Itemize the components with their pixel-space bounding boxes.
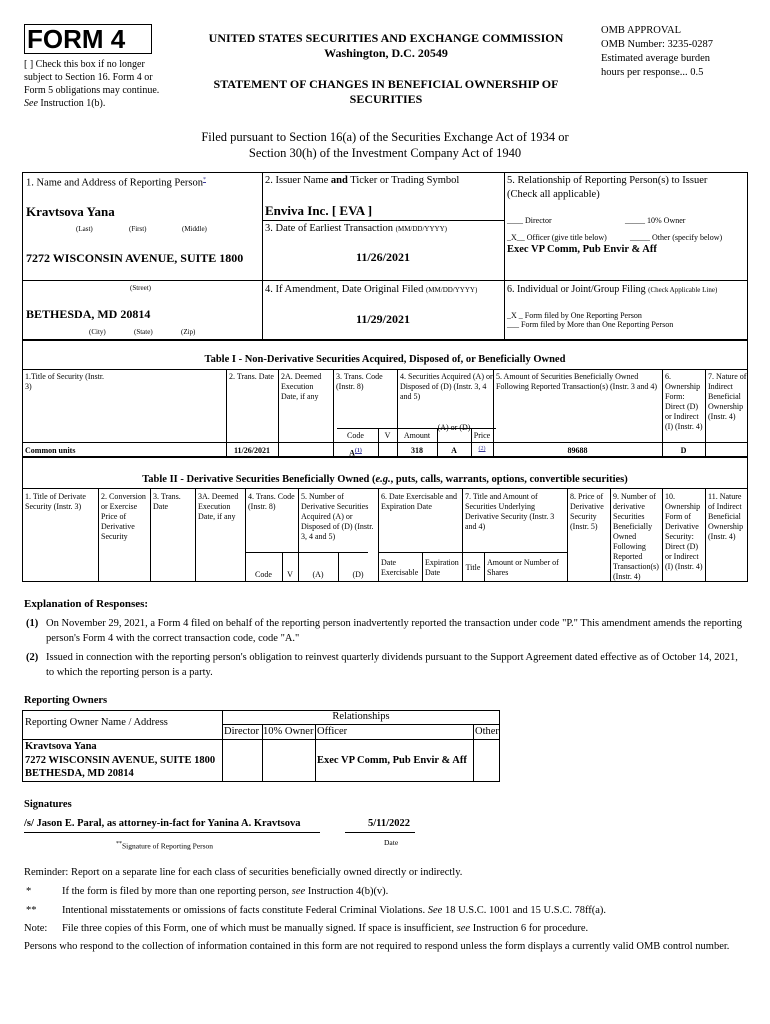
last-label: (Last) xyxy=(76,225,93,233)
form-title-box xyxy=(24,24,152,54)
t2-sub-expiration: Expiration Date xyxy=(425,558,459,577)
signatures-heading: Signatures xyxy=(24,799,72,810)
amendment-date: 11/29/2021 xyxy=(355,312,410,326)
check-box-text: [ ] Check this box if no longer subject to Section 16. Form 4 or Form 5 obligations may continue. xyxy=(24,59,160,96)
reporting-person-city: BETHESDA, MD 20814 xyxy=(26,307,151,321)
other-option[interactable]: _____ Other (specify below) xyxy=(630,233,723,242)
box4-label: 4. If Amendment, Date Original Filed (MM/DD/YYYY) xyxy=(265,284,478,295)
table1-title: Table I - Non-Derivative Securities Acquired, Disposed of, or Beneficially Owned xyxy=(204,354,566,365)
footer-note: Note: File three copies of this Form, one of which must be manually signed. If space is insufficient, see Instruction 6 for procedure. xyxy=(24,923,589,934)
reporting-person-name: Kravtsova Yana xyxy=(26,204,115,219)
check-box-notice[interactable] xyxy=(24,58,174,110)
t2-col3: 3. Trans. Date xyxy=(153,492,181,511)
reporting-person-street: 7272 WISCONSIN AVENUE, SUITE 1800 xyxy=(26,251,244,265)
footnote-2-link[interactable]: (2) xyxy=(478,446,486,452)
omb-burden-2: hours per response... 0.5 xyxy=(601,67,704,78)
t2-col7: 7. Title and Amount of Securities Underlying Derivative Security (Instr. 3 and 4) xyxy=(465,492,555,531)
statement-title: STATEMENT OF CHANGES IN BENEFICIAL OWNERSHIP OF SECURITIES xyxy=(213,77,559,106)
t2-sub-v: V xyxy=(287,570,293,579)
footnote-1-link[interactable]: (1) xyxy=(354,448,362,454)
t1-row-form: D xyxy=(680,446,687,455)
owner-street: 7272 WISCONSIN AVENUE, SUITE 1800 xyxy=(25,755,216,766)
explanation-item-1: (1) On November 29, 2021, a Form 4 filed on behalf of the reporting person inadvertently reported the transaction under code "P." This amendment amends the reporting person's Form 4 with the correct transaction code, code "A." xyxy=(26,618,742,644)
agency-name: UNITED STATES SECURITIES AND EXCHANGE COMMISSION xyxy=(208,31,564,45)
filed-by-one[interactable]: _X _ Form filed by One Reporting Person xyxy=(507,311,642,320)
table2-title: Table II - Derivative Securities Beneficially Owned (e.g., puts, calls, warrants, options, convertible securities) xyxy=(142,474,628,485)
see-word: See xyxy=(24,98,38,109)
t1-sub-price: Price xyxy=(473,431,491,440)
filed-by-more[interactable]: ___ Form filed by More than One Reporting Person xyxy=(507,320,674,329)
signer-name: /s/ Jason E. Paral, as attorney-in-fact for Yanina A. Kravtsova xyxy=(24,818,301,829)
check-box-instr: Instruction 1(b). xyxy=(40,98,106,109)
t1-row-title: Common units xyxy=(25,446,76,455)
box2-label: 2. Issuer Name and Ticker or Trading Symbol xyxy=(265,175,460,186)
footer-star2: ** Intentional misstatements or omissions of facts constitute Federal Criminal Violations. See 18 U.S.C. 1001 and 15 U.S.C. 78ff(a). xyxy=(26,905,607,916)
owner-name: Kravtsova Yana xyxy=(25,741,97,752)
owners-col-ten-pct: 10% Owner xyxy=(263,726,314,737)
issuer-name: Enviva Inc. [ EVA ] xyxy=(265,203,373,218)
t2-col3a: 3A. Deemed Execution Date, if any xyxy=(198,492,239,521)
t2-sub-a: (A) xyxy=(312,570,324,579)
t1-row-date: 11/26/2021 xyxy=(233,446,270,455)
director-option[interactable]: ____ Director xyxy=(507,216,552,225)
t1-col3: 3. Trans. Code (Instr. 8) xyxy=(336,372,383,391)
t1-sub-amount: Amount xyxy=(403,431,431,440)
t2-col2: 2. Conversion or Exercise Price of Derivative Security xyxy=(101,492,146,541)
t2-col5: 5. Number of Derivative Securities Acquired (A) or Disposed of (D) (Instr. 3, 4 and 5) xyxy=(301,492,374,541)
city-label: (City) xyxy=(89,328,106,336)
t2-sub-code: Code xyxy=(255,570,272,579)
zip-label: (Zip) xyxy=(181,328,196,336)
t1-sub-aord: (A) or (D) xyxy=(437,423,471,432)
footer-star1: * If the form is filed by more than one reporting person, see Instruction 4(b)(v). xyxy=(26,886,389,897)
t1-col1: 1.Title of Security (Instr. 3) xyxy=(25,372,105,391)
footer-reminder: Reminder: Report on a separate line for each class of securities beneficially owned directly or indirectly. xyxy=(24,867,463,878)
t1-col6: 6. Ownership Form: Direct (D) or Indirect (I) (Instr. 4) xyxy=(665,372,703,431)
t2-col8: 8. Price of Derivative Security (Instr. 5) xyxy=(570,492,604,531)
filed-pursuant-1: Filed pursuant to Section 16(a) of the Securities Exchange Act of 1934 or xyxy=(201,130,569,144)
owners-col-officer: Officer xyxy=(317,726,348,737)
t1-col7: 7. Nature of Indirect Beneficial Ownership (Instr. 4) xyxy=(708,372,747,421)
t2-col9: 9. Number of derivative Securities Beneficially Owned Following Reported Transaction(s) (Instr. 4) xyxy=(613,492,659,581)
officer-option[interactable]: _X__ Officer (give title below) xyxy=(507,233,607,242)
box6-label: 6. Individual or Joint/Group Filing (Check Applicable Line) xyxy=(507,284,718,295)
t2-col10: 10. Ownership Form of Derivative Security: Direct (D) or Indirect (I) (Instr. 4) xyxy=(665,492,703,571)
t1-row-aord: A xyxy=(451,446,457,455)
omb-burden-1: Estimated average burden xyxy=(601,53,711,64)
box5-label: 5. Relationship of Reporting Person(s) to Issuer (Check all applicable) xyxy=(507,175,708,200)
owner-officer-title: Exec VP Comm, Pub Envir & Aff xyxy=(317,755,467,766)
street-label: (Street) xyxy=(130,284,151,292)
earliest-transaction-date: 11/26/2021 xyxy=(355,250,410,264)
middle-label: (Middle) xyxy=(182,225,207,233)
state-label: (State) xyxy=(134,328,153,336)
owners-relationships: Relationships xyxy=(332,711,390,722)
signature-label: **Signature of Reporting Person xyxy=(116,841,214,851)
t2-col6: 6. Date Exercisable and Expiration Date xyxy=(381,492,457,511)
footer-persons: Persons who respond to the collection of information contained in this form are not required to respond unless the form displays a currently valid OMB control number. xyxy=(24,941,730,952)
ten-percent-option[interactable]: _____ 10% Owner xyxy=(625,216,686,225)
form-title: FORM 4 xyxy=(27,24,126,54)
t1-col2a: 2A. Deemed Execution Date, if any xyxy=(281,372,322,401)
owners-col-other: Other xyxy=(475,726,499,737)
t1-row-owned: 89688 xyxy=(567,446,588,455)
t2-col1: 1. Title of Derivate Security (Instr. 3) xyxy=(25,492,86,511)
t2-sub-title: Title xyxy=(465,563,481,572)
date-label: Date xyxy=(384,838,399,847)
t1-row-code: A$^{(1)}$ xyxy=(349,448,362,458)
t1-row-amount: 318 xyxy=(411,446,423,455)
filed-pursuant-2: Section 30(h) of the Investment Company Act of 1940 xyxy=(248,146,522,160)
owners-col-name: Reporting Owner Name / Address xyxy=(25,717,168,728)
first-label: (First) xyxy=(129,225,147,233)
t1-col4: 4. Securities Acquired (A) or Disposed of (D) (Instr. 3, 4 and 5) xyxy=(400,372,493,401)
box3-label: 3. Date of Earliest Transaction (MM/DD/YYYY) xyxy=(265,223,447,234)
agency-location: Washington, D.C. 20549 xyxy=(324,46,448,60)
t1-sub-code: Code xyxy=(347,431,364,440)
omb-number: OMB Number: 3235-0287 xyxy=(601,39,713,50)
owners-heading: Reporting Owners xyxy=(24,695,108,706)
t2-sub-d: (D) xyxy=(352,570,364,579)
t2-col11: 11. Nature of Indirect Beneficial Ownership (Instr. 4) xyxy=(708,492,744,541)
owner-city: BETHESDA, MD 20814 xyxy=(25,768,134,779)
explanation-heading: Explanation of Responses: xyxy=(24,598,149,610)
owners-col-director: Director xyxy=(224,726,259,737)
t1-sub-v: V xyxy=(384,431,391,440)
t1-col2: 2. Trans. Date xyxy=(229,372,274,381)
t2-sub-exercisable: Date Exercisable xyxy=(381,558,419,577)
omb-approval: OMB APPROVAL xyxy=(601,25,682,36)
t2-sub-amount: Amount or Number of Shares xyxy=(487,558,559,577)
signature-date: 5/11/2022 xyxy=(368,818,411,829)
t1-col5: 5. Amount of Securities Beneficially Owned Following Reported Transaction(s) (Instr. 3 and 4) xyxy=(496,372,658,391)
box1-label: 1. Name and Address of Reporting Person* xyxy=(26,177,207,189)
officer-title: Exec VP Comm, Pub Envir & Aff xyxy=(507,244,657,255)
t1-row-price xyxy=(471,444,493,457)
explanation-item-2: (2) Issued in connection with the reporting person's obligation to reinvest quarterly dividends pursuant to the Support Agreement dated effective as of October 14, 2021, to which the reporting person is a party. xyxy=(26,652,738,678)
omb-block xyxy=(601,24,761,80)
t2-col4: 4. Trans. Code (Instr. 8) xyxy=(248,492,295,511)
